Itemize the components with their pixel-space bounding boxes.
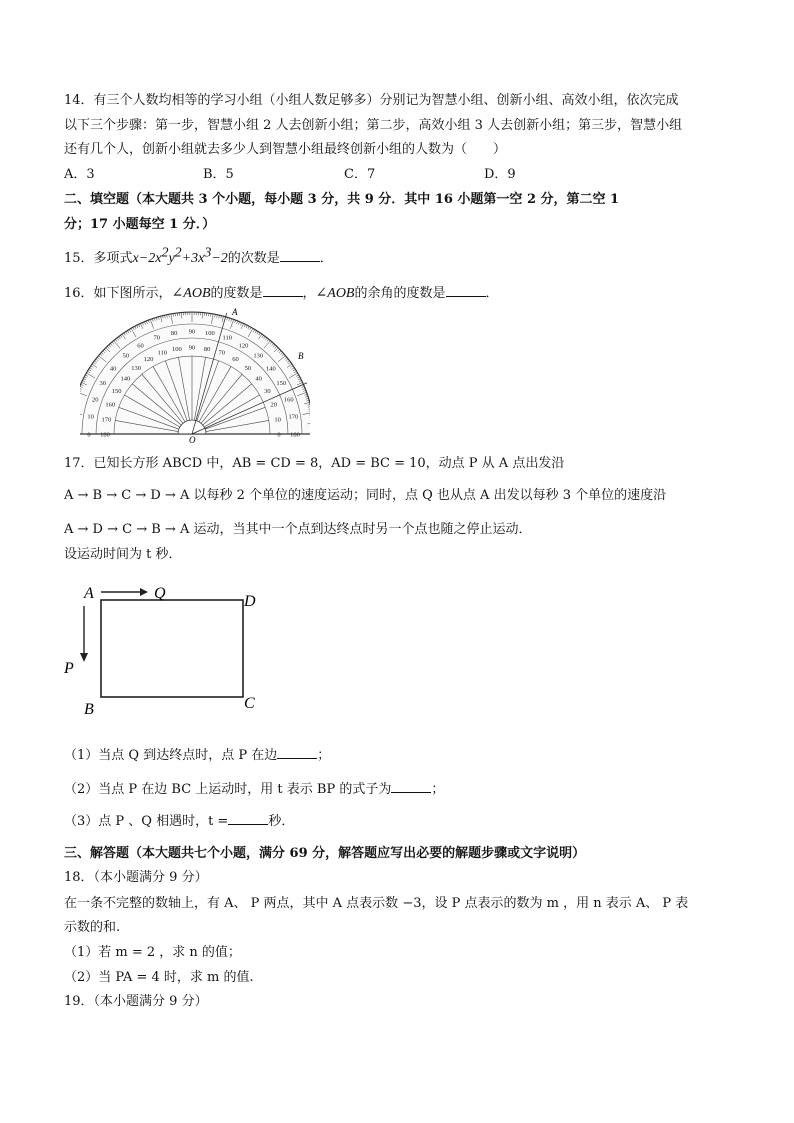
protractor-outer-tick-label: 110 xyxy=(222,334,232,342)
protractor-inner-tick-label: 180 xyxy=(100,431,110,439)
q15-answer-blank xyxy=(280,248,320,262)
protractor-outer-tick-label: 40 xyxy=(109,365,117,373)
protractor-inner-tick-label: 40 xyxy=(255,375,262,383)
protractor-inner-tick-label: 0 xyxy=(277,431,281,439)
q15-exp-3: 3 xyxy=(204,245,212,261)
protractor-outer-tick-label: 80 xyxy=(170,330,178,338)
protractor-outer-tick-label: 120 xyxy=(238,342,249,350)
protractor-outer-tick-label: 170 xyxy=(288,413,299,421)
protractor-label-a: A xyxy=(232,307,238,317)
q18-line-2: 示数的和. xyxy=(64,920,121,935)
protractor-inner-tick-label: 120 xyxy=(143,356,154,364)
protractor-outer-tick-label: 90 xyxy=(188,328,196,336)
protractor-outer-tick-label: 70 xyxy=(153,334,161,342)
q18-head: 18．（本小题满分 9 分） xyxy=(64,870,208,885)
q17-sub-1-text: （1）当点 Q 到达终点时，点 P 在边 xyxy=(64,748,278,763)
q17-sub-2-end: ； xyxy=(431,782,445,797)
protractor-inner-tick-label: 60 xyxy=(232,356,239,364)
q16-answer-blank-1 xyxy=(263,283,303,297)
q15-term-2y: y xyxy=(168,251,175,266)
arrow-q-head xyxy=(140,588,148,596)
protractor-outer-tick-label: 150 xyxy=(276,380,287,387)
section2-heading-line-1: 二、填空题（本大题共 3 个小题，每小题 3 分，共 9 分．其中 16 小题第一空 2 分，第二空 1 xyxy=(64,192,620,207)
protractor-outer-tick-label: 100 xyxy=(205,330,215,338)
protractor-outer-tick-label: 60 xyxy=(137,342,144,350)
q15-prefix: 15．多项式 xyxy=(64,251,133,266)
q15-term-4: −2 xyxy=(211,251,228,266)
vertex-label-c: C xyxy=(244,695,255,712)
q15-line xyxy=(64,245,734,268)
q17-sub-3-end: 秒． xyxy=(268,814,295,829)
vertex-label-b: B xyxy=(84,701,94,718)
q14-line-2: 以下三个步骤：第一步，智慧小组 2 人去创新小组；第二步，高效小组 3 人去创新小组；第三步，智慧小组 xyxy=(64,118,683,133)
point-label-p: P xyxy=(64,660,74,677)
protractor-outer-tick-label: 30 xyxy=(99,380,107,387)
protractor-label-o: O xyxy=(189,435,196,445)
rectangle-abcd xyxy=(101,600,243,697)
protractor-outer-tick-label: 160 xyxy=(283,396,294,404)
protractor-inner-tick-label: 100 xyxy=(172,345,182,353)
q16-angle-2: ∠AOB xyxy=(315,286,355,301)
protractor-inner-tick-label: 140 xyxy=(120,375,131,383)
q17-line-3: A → D → C → B → A 运动，当其中一个点到达终点时另一个点也随之停止运动． xyxy=(64,522,532,537)
q16-mid-1: 的度数是 xyxy=(210,286,263,301)
q15-exp-2a: 2 xyxy=(161,245,169,261)
q17-line-4: 设运动时间为 t 秒． xyxy=(64,547,182,562)
q17-sub-2 xyxy=(64,779,734,799)
q17-line-1: 17．已知长方形 ABCD 中，AB = CD = 8，AD = BC = 10，动点 P 从 A 点出发沿 xyxy=(64,456,565,471)
protractor-label-b: B xyxy=(298,351,304,361)
protractor-figure xyxy=(80,306,310,446)
protractor-inner-tick-label: 130 xyxy=(131,364,141,372)
section2-heading-line-2: 分；17 小题每空 1 分．） xyxy=(64,217,216,232)
q18-sub-1: （1）若 m = 2 ，求 n 的值； xyxy=(64,945,241,960)
q17-sub-1-end: ； xyxy=(317,748,331,763)
q15-term-x: x xyxy=(132,251,139,266)
protractor-inner-tick-label: 160 xyxy=(105,401,116,409)
protractor-inner-tick-label: 10 xyxy=(274,416,281,424)
point-label-q: Q xyxy=(154,585,166,602)
q14-line-3: 还有几个人，创新小组就去多少人到智慧小组最终创新小组的人数为（ ） xyxy=(64,142,507,157)
q18-line-1: 在一条不完整的数轴上，有 A、 P 两点，其中 A 点表示数 −3，设 P 点表示的数为 m ，用 n 表示 A、 P 表 xyxy=(64,896,689,911)
protractor-inner-tick-label: 70 xyxy=(218,349,226,357)
q16-end: ． xyxy=(485,286,499,301)
q18-sub-2: （2）当 PA = 4 时，求 m 的值. xyxy=(64,970,254,985)
protractor-inner-tick-label: 30 xyxy=(264,388,271,395)
q14-option-c: C．7 xyxy=(344,167,376,182)
q16-prefix: 16．如下图所示， xyxy=(64,286,172,301)
q16-answer-blank-2 xyxy=(446,283,486,297)
q17-sub-3-text: （3）点 P 、Q 相遇时，t = xyxy=(64,814,229,829)
vertex-label-a: A xyxy=(84,585,94,602)
arrow-p-head xyxy=(80,653,88,662)
q17-sub-2-text: （2）当点 P 在边 BC 上运动时，用 t 表示 BP 的式子为 xyxy=(64,782,392,797)
vertex-label-d: D xyxy=(244,593,256,610)
q16-line xyxy=(64,283,734,303)
protractor-outer-tick-label: 50 xyxy=(122,352,130,360)
q17-sub-1 xyxy=(64,745,734,765)
q15-end: ． xyxy=(319,251,333,266)
section3-heading: 三、解答题（本大题共七个小题，满分 69 分，解答题应写出必要的解题步骤或文字说明） xyxy=(64,846,586,861)
protractor-outer-tick-label: 130 xyxy=(253,352,264,360)
protractor-inner-tick-label: 170 xyxy=(101,416,112,424)
q17-line-2: A → B → C → D → A 以每秒 2 个单位的速度运动；同时，点 Q 也从点 A 出发以每秒 3 个单位的速度沿 xyxy=(64,488,667,503)
protractor-inner-tick-label: 110 xyxy=(157,349,168,357)
q15-term-2: −2x xyxy=(138,251,162,266)
q15-exp-2b: 2 xyxy=(174,245,182,261)
q14-option-d: D．9 xyxy=(484,167,516,182)
q16-mid-3: 的余角的度数是 xyxy=(354,286,446,301)
protractor-outer-tick-label: 140 xyxy=(266,365,276,373)
q17-sub-2-blank xyxy=(391,779,431,793)
q14-option-a: A．3 xyxy=(64,167,95,182)
q19-head: 19．（本小题满分 9 分） xyxy=(64,994,208,1009)
protractor-inner-tick-label: 80 xyxy=(203,345,211,353)
q17-sub-3-blank xyxy=(228,811,268,825)
rectangle-abcd-figure xyxy=(60,578,270,723)
q14-line-1: 14．有三个人数均相等的学习小组（小组人数足够多）分别记为智慧小组、创新小组、高效小组，依次完成 xyxy=(64,93,679,108)
q14-option-b: B．5 xyxy=(203,167,234,182)
protractor-inner-tick-label: 50 xyxy=(244,364,252,372)
q15-term-3: +3x xyxy=(181,251,205,266)
protractor-outer-tick-label: 180 xyxy=(290,431,300,439)
q17-sub-1-blank xyxy=(277,745,317,759)
q16-angle-1: ∠AOB xyxy=(171,286,211,301)
q16-mid-2: ， xyxy=(302,286,316,301)
protractor-inner-tick-label: 20 xyxy=(270,401,278,409)
q15-suffix: 的次数是 xyxy=(227,251,280,266)
protractor-inner-tick-label: 150 xyxy=(111,388,122,395)
protractor-inner-tick-label: 90 xyxy=(188,344,196,352)
protractor-outer-tick-label: 0 xyxy=(87,431,91,439)
protractor-outer-tick-label: 20 xyxy=(91,396,99,404)
q17-sub-3 xyxy=(64,811,734,831)
protractor-outer-tick-label: 10 xyxy=(87,413,94,421)
